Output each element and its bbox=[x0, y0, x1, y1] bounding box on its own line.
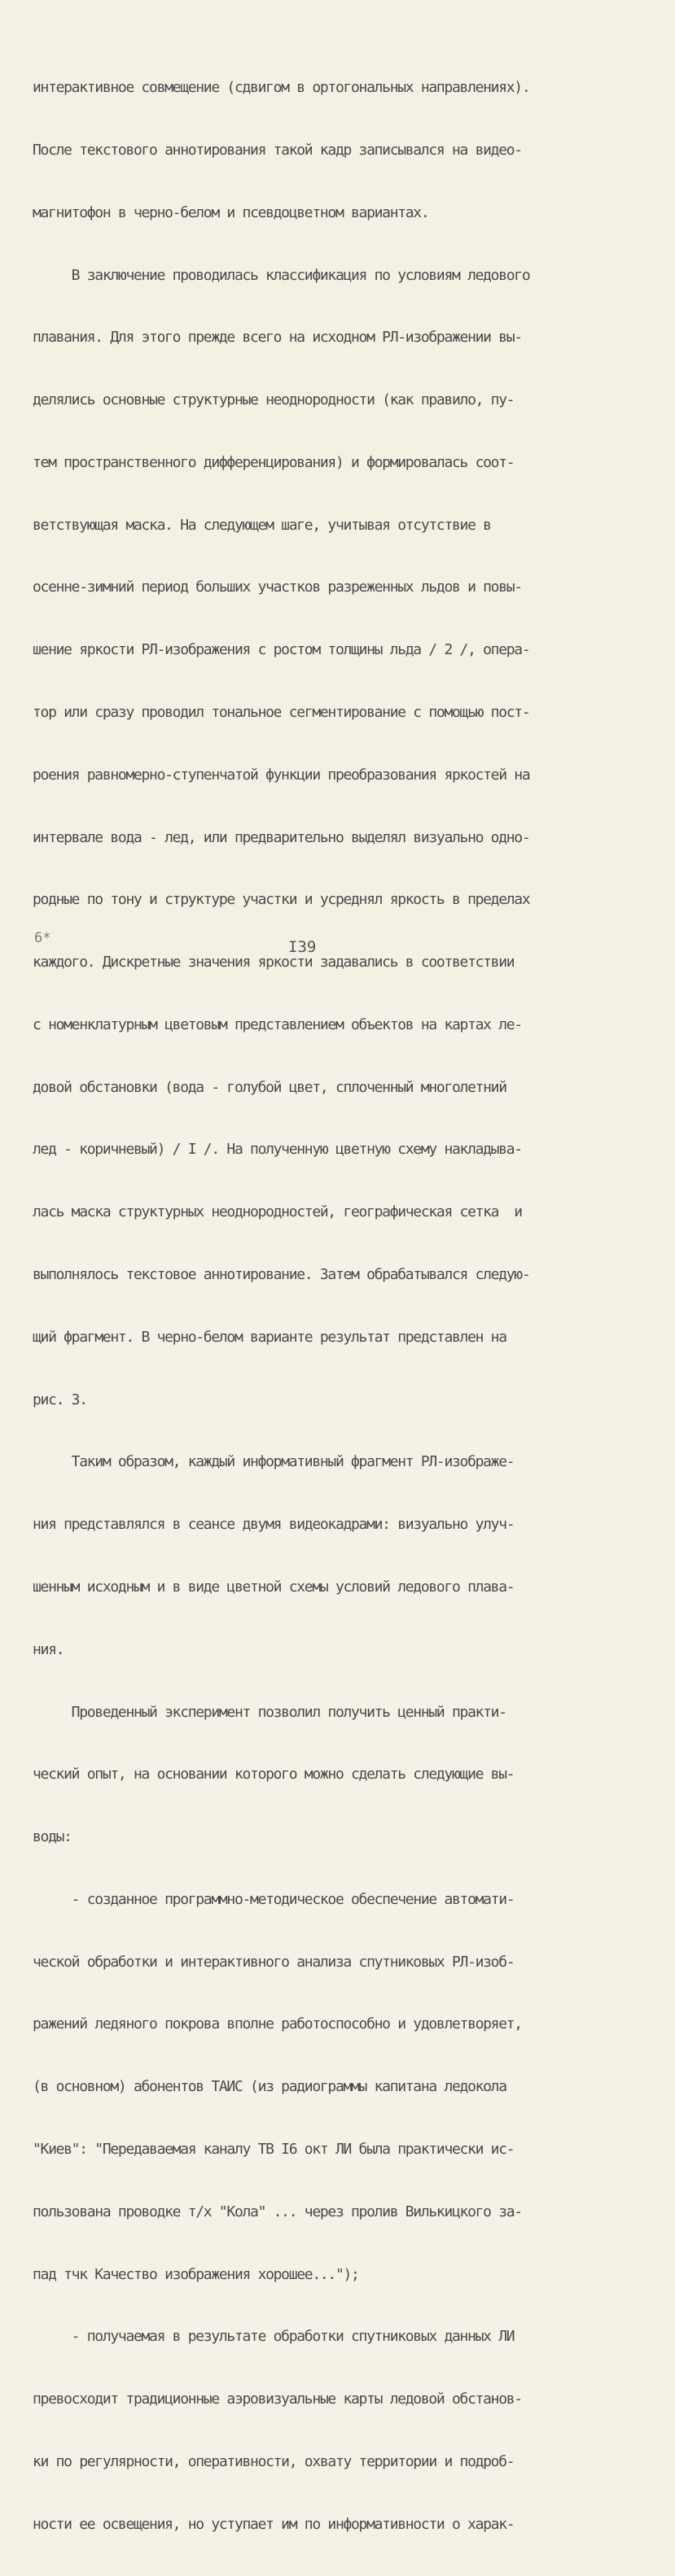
text-line: ческой обработки и интерактивного анализа спутниковых РЛ-изоб- bbox=[33, 1953, 515, 1971]
text-line: шенным исходным и в виде цветной схемы условий ледового плава- bbox=[33, 1578, 515, 1596]
text-line: рис. 3. bbox=[33, 1391, 87, 1408]
text-line: ния. bbox=[33, 1640, 64, 1658]
text-line: Проведенный эксперимент позволил получить ценный практи- bbox=[33, 1703, 506, 1721]
text-line: В заключение проводилась классификация по условиям ледового bbox=[33, 266, 530, 284]
text-line: "Киев": "Передаваемая каналу ТВ I6 окт ЛИ была практически ис- bbox=[33, 2140, 515, 2158]
text-line: ветствующая маска. На следующем шаге, учитывая отсутствие в bbox=[33, 516, 491, 534]
text-line: ния представлялся в сеансе двумя видеокадрами: визуально улуч- bbox=[33, 1516, 515, 1534]
text-line: - созданное программно-методическое обеспечение автомати- bbox=[33, 1890, 515, 1908]
text-line: - получаемая в результате обработки спутниковых данных ЛИ bbox=[33, 2328, 515, 2346]
signature-mark: 6* bbox=[34, 930, 51, 946]
text-line: с номенклатурным цветовым представлением объектов на картах ле- bbox=[33, 1015, 522, 1033]
text-line: ности ее освещения, но уступает им по информативности о харак- bbox=[33, 2515, 515, 2533]
text-line: превосходит традиционные аэровизуальные карты ледовой обстанов- bbox=[33, 2390, 522, 2408]
text-line: пользована проводке т/х "Кола" ... через пролив Вилькицкого за- bbox=[33, 2203, 522, 2220]
text-line: лась маска структурных неоднородностей, географическая сетка и bbox=[33, 1203, 522, 1221]
text-line: магнитофон в черно-белом и псевдоцветном вариантах. bbox=[33, 203, 429, 221]
text-line: интервале вода - лед, или предварительно выделял визуально одно- bbox=[33, 828, 530, 846]
text-line: ражений ледяного покрова вполне работоспособно и удовлетворяет, bbox=[33, 2015, 522, 2033]
text-line: шение яркости РЛ-изображения с ростом толщины льда / 2 /, опера- bbox=[33, 641, 530, 659]
text-line: лед - коричневый) / I /. На полученную цветную схему накладыва- bbox=[33, 1141, 522, 1159]
text-line: тор или сразу проводил тональное сегментирование с помощью пост- bbox=[33, 704, 530, 721]
text-line: интерактивное совмещение (сдвигом в ортогональных направлениях). bbox=[33, 79, 530, 97]
text-line: выполнялось текстовое аннотирование. Затем обрабатывался следую- bbox=[33, 1266, 530, 1284]
text-line: тем пространственного дифференцирования) и формировалась соот- bbox=[33, 453, 515, 471]
text-line: роения равномерно-ступенчатой функции преобразования яркостей на bbox=[33, 766, 530, 784]
text-line: ки по регулярности, оперативности, охвату территории и подроб- bbox=[33, 2452, 515, 2470]
text-line: осенне-зимний период больших участков разреженных льдов и повы- bbox=[33, 579, 522, 596]
text-line: довой обстановки (вода - голубой цвет, сплоченный многолетний bbox=[33, 1078, 506, 1096]
text-line: плавания. Для этого прежде всего на исходном РЛ-изображении вы- bbox=[33, 329, 522, 347]
text-line: делялись основные структурные неоднородности (как правило, пу- bbox=[33, 391, 515, 409]
text-line: воды: bbox=[33, 1828, 72, 1846]
text-line: родные по тону и структуре участки и усреднял яркость в пределах bbox=[33, 891, 530, 909]
text-line: пад тчк Качество изображения хорошее..."); bbox=[33, 2265, 359, 2283]
text-line: каждого. Дискретные значения яркости задавались в соответствии bbox=[33, 954, 515, 971]
page-number: I39 bbox=[288, 938, 317, 956]
text-line: После текстового аннотирования такой кадр записывался на видео- bbox=[33, 141, 522, 159]
body-text bbox=[33, 36, 651, 2576]
text-line: (в основном) абонентов ТАИС (из радиограммы капитана ледокола bbox=[33, 2078, 506, 2096]
text-line: щий фрагмент. В черно-белом варианте результат представлен на bbox=[33, 1328, 506, 1346]
text-line: ческий опыт, на основании которого можно сделать следующие вы- bbox=[33, 1766, 515, 1784]
text-line: Таким образом, каждый информативный фрагмент РЛ-изображе- bbox=[33, 1453, 515, 1471]
